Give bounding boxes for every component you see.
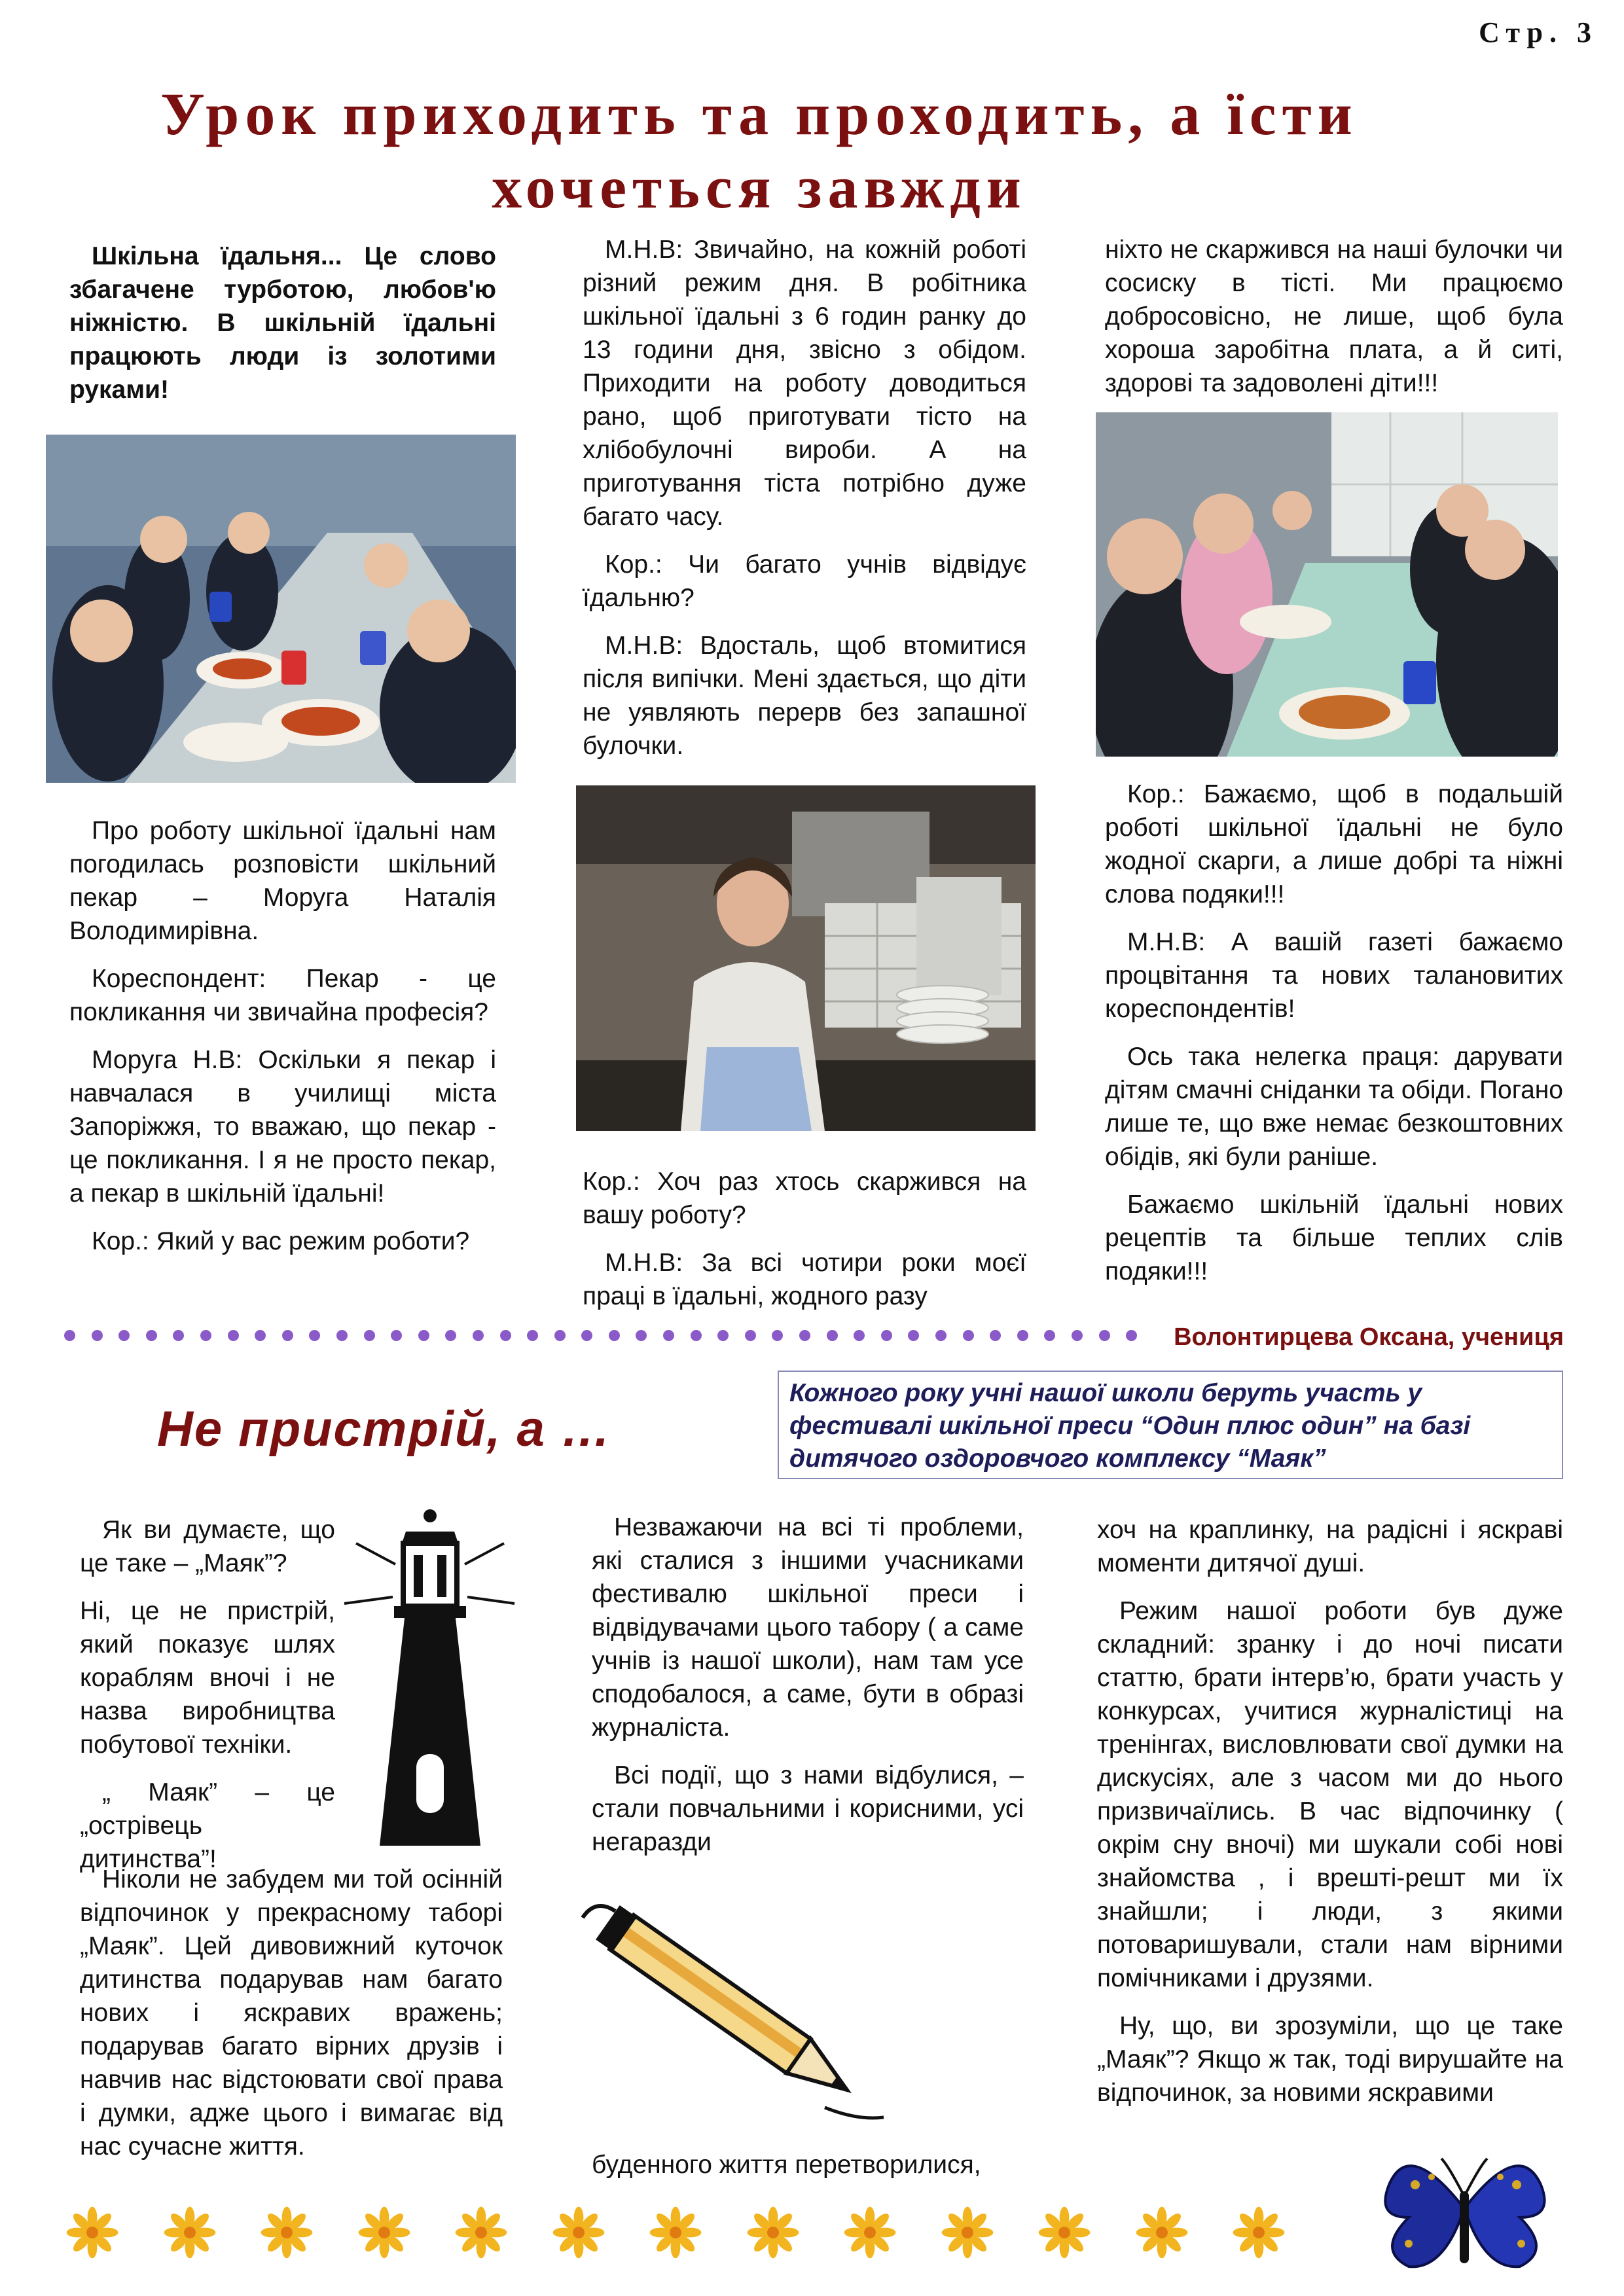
article1-c3-p4: Ось така нелегка праця: дарувати дітям смачні сніданки та обіди. Погано лише те, що вже немає безкоштовних обідів, які були раніше. <box>1105 1043 1563 1171</box>
flower-icon <box>454 2206 508 2259</box>
article2-title: Не пристрій, а … <box>157 1401 612 1457</box>
article1-c1-p2: Кореспондент: Пекар - це покликання чи звичайна професія? <box>69 965 496 1026</box>
article2-c1-p3: „ Маяк” – це „острівець дитинства”! <box>80 1778 335 1873</box>
article2-c1-p4: Ніколи не забудем ми той осінній відпочинок у прекрасному таборі „Маяк”. Цей дивовижний куточок дитинства подарував нам багато нових і яскравих вражень; подарував багато вірних друзів і навчив нас відстоювати свої права і думки, адже цього і вимагає від нас сучасне життя. <box>80 1865 503 2161</box>
article2-column-2 <box>592 1511 1024 1873</box>
butterfly-icon <box>1369 2139 1559 2276</box>
article1-column-3 <box>1105 233 1563 414</box>
article1-column-2 <box>583 233 1026 777</box>
article1-c3-p2: Кор.: Бажаємо, щоб в подальшій роботі шкільної їдальні не було жодної скарги, а лише добрі та ніжні слова подяки!!! <box>1105 780 1563 908</box>
flower-icon <box>1038 2206 1091 2259</box>
pencil-icon <box>569 1892 897 2134</box>
flower-icon <box>649 2206 702 2259</box>
article2-column-1-bottom <box>80 1863 503 2178</box>
article2-c1-p2: Ні, це не пристрій, який показує шлях кораблям вночі і не назва виробництва побутової техніки. <box>80 1597 335 1759</box>
article1-c2-p3: М.Н.В: Вдосталь, щоб втомитися після випічки. Мені здається, що діти не уявляють перерв без запашної булочки. <box>583 632 1026 760</box>
article1-column-3-bottom <box>1105 778 1563 1302</box>
flower-icon <box>357 2206 411 2259</box>
article1-signature: Волонтирцева Оксана, учениця <box>1174 1323 1564 1351</box>
flower-icon <box>941 2206 994 2259</box>
lighthouse-icon <box>340 1505 517 1846</box>
photo-children-eating <box>46 435 516 783</box>
article2-column-2-bottom <box>592 2148 1024 2196</box>
article2-c3-p3: Ну, що, ви зрозуміли, що це таке „Маяк”? Якщо ж так, тоді вирушайте на відпочинок, за новими яскравими <box>1097 2012 1563 2107</box>
headline-line-2: хочеться завжди <box>492 154 1027 221</box>
article2-c3-p2: Режим нашої роботи був дуже складний: зранку і до ночі писати статтю, брати інтерв’ю, брати участь у конкурсах, учитися журналістиці на тренінгах, висловлювати свої думки на дискусіях, але з часом ми до нього призвичаїлись. В час відпочинку ( окрім сну вночі) ми шукали собі нові знайомства , і врешті-решт ми їх знайшли; і люди, з якими потоваришували, стали нам вірними помічниками і друзями. <box>1097 1597 1563 1992</box>
article1-c1-p3: Моруга Н.В: Оскільки я пекар і навчалася в училищі міста Запоріжжя, то вважаю, що пекар - це покликання. І я не просто пекар, а пекар в шкільній їдальні! <box>69 1046 496 1208</box>
flower-icon <box>65 2206 119 2259</box>
article1-column-1 <box>69 240 496 421</box>
flower-icon <box>746 2206 800 2259</box>
article1-lead: Шкільна їдальня... Це слово збагачене турботою, любов'ю ніжністю. В шкільній їдальні працюють люди із золотими руками! <box>69 242 496 404</box>
article1-c3-p5: Бажаємо шкільній їдальні нових рецептів та більше теплих слів подяки!!! <box>1105 1191 1563 1285</box>
photo-baker-in-kitchen <box>576 785 1036 1131</box>
flower-icon <box>843 2206 897 2259</box>
photo-pupils-at-table <box>1096 412 1558 757</box>
article1-c2-p4: Кор.: Хоч раз хтось скаржився на вашу роботу? <box>583 1168 1026 1229</box>
festival-note-box: Кожного року учні нашої школи беруть участь у фестивалі шкільної преси “Один плюс один” на базі дитячого оздоровчого комплексу “Маяк” <box>778 1371 1563 1479</box>
headline-line-1: Урок приходить та проходить, а їсти <box>160 81 1358 147</box>
flower-icon <box>163 2206 217 2259</box>
flower-icon <box>260 2206 314 2259</box>
article2-c3-p1: хоч на краплинку, на радісні і яскраві моменти дитячої душі. <box>1097 1516 1563 1577</box>
flower-icon <box>552 2206 605 2259</box>
flower-icon <box>1232 2206 1286 2259</box>
article2-c1-p1: Як ви думаєте, що це таке – „Маяк”? <box>80 1516 335 1577</box>
page-number: Стр. 3 <box>1479 16 1598 48</box>
article2-c2-p1: Незважаючи на всі ті проблеми, які сталися з іншими учасниками фестивалю шкільної преси і відвідувачами цього табору ( а саме учнів із нашої школи), нам там усе сподобалося, а саме, бути в образі журналіста. <box>592 1513 1024 1742</box>
article1-c3-p3: М.Н.В: А вашій газеті бажаємо процвітання та нових талановитих кореспондентів! <box>1105 928 1563 1023</box>
article-headline <box>118 77 1401 224</box>
article1-c3-p1: ніхто не скаржився на наші булочки чи сосиску в тісті. Ми працюємо добросовісно, не лише, щоб була хороша заробітна плата, а й ситі, здорові та задоволені діти!!! <box>1105 236 1563 397</box>
flower-border <box>65 2206 1329 2259</box>
flower-icon <box>1135 2206 1189 2259</box>
article1-column-2-bottom <box>583 1165 1026 1327</box>
dotted-divider <box>64 1330 1153 1348</box>
article1-c1-p1: Про роботу шкільної їдальні нам погодилась розповісти шкільний пекар – Моруга Наталія Володимирівна. <box>69 817 496 945</box>
article2-c2-p2: Всі події, що з нами відбулися, – стали повчальними і корисними, усі негаразди <box>592 1761 1024 1856</box>
article1-c1-p4: Кор.: Який у вас режим роботи? <box>92 1227 470 1255</box>
article1-c2-p5: М.Н.В: За всі чотири роки моєї праці в їдальні, жодного разу <box>583 1249 1026 1310</box>
article1-c2-p1: М.Н.В: Звичайно, на кожній роботі різний режим дня. В робітника шкільної їдальні з 6 годин ранку до 13 години дня, звісно з обідом. Приходити на роботу доводиться рано, щоб приготувати тісто на хлібобулочні вироби. А на приготування тіста потрібно дуже багато часу. <box>583 236 1026 531</box>
article1-c2-p2: Кор.: Чи багато учнів відвідує їдальню? <box>583 550 1026 612</box>
article1-column-1-body <box>69 814 496 1272</box>
article2-column-3 <box>1097 1513 1563 2124</box>
article2-column-1-top <box>80 1513 335 1890</box>
article2-c2-p3: буденного життя перетворилися, <box>592 2151 981 2179</box>
